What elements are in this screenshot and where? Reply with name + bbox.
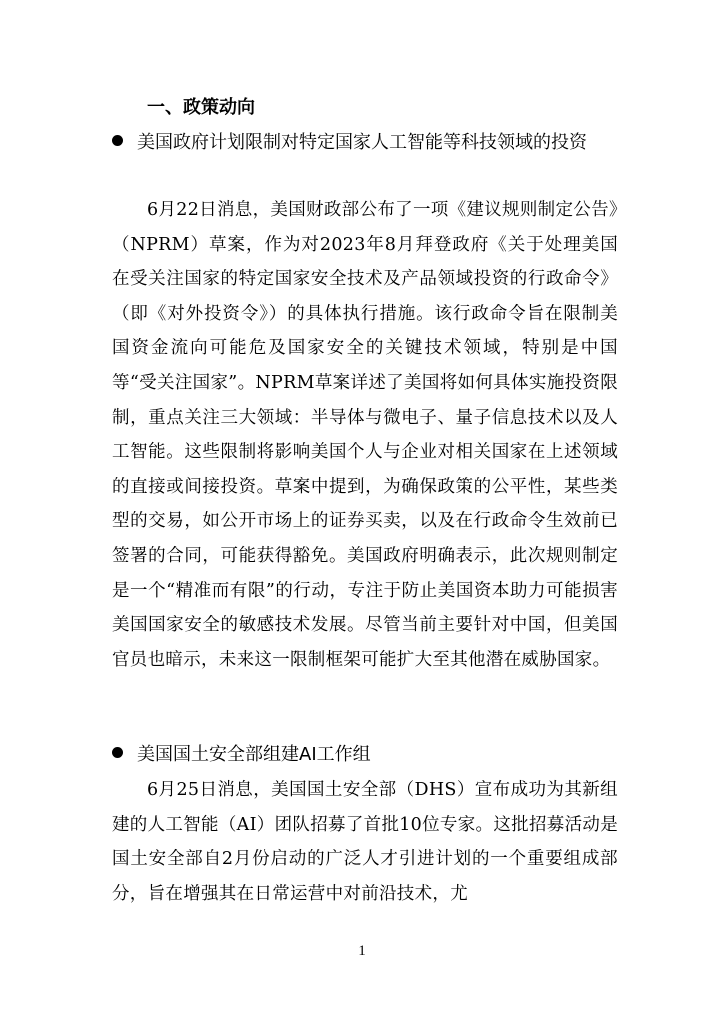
page-number: 1 <box>358 943 366 959</box>
bullet-icon <box>112 135 123 146</box>
bullet-heading-text: 美国国土安全部组建AI工作组 <box>137 744 371 765</box>
section-title: 一、政策动向 <box>147 97 255 118</box>
bullet-icon <box>112 747 123 758</box>
body-paragraph-1: 6月22日消息，美国财政部公布了一项《建议规则制定公告》（NPRM）草案，作为对2023年8月拜登政府《关于处理美国在受关注国家的特定国家安全技术及产品领域投资的行政命令》（即《对外投资令》）的具体执行措施。该行政命令旨在限制美国资金流向可能危及国家安全的关键技术领域，特别是中国等“受关注国家”。NPRM草案详述了美国将如何具体实施投资限制，重点关注三大领域：半导体与微电子、量子信息技术以及人工智能。这些限制将影响美国个人与企业对相关国家在上述领域的直接或间接投资。草案中提到，为确保政策的公平性，某些类型的交易，如公开市场上的证券买卖，以及在行政命令生效前已签署的合同，可能获得豁免。美国政府明确表示，此次规则制定是一个“精准而有限”的行动，专注于防止美国资本助力可能损害美国国家安全的敏感技术发展。尽管当前主要针对中国，但美国官员也暗示，未来这一限制框架可能扩大至其他潜在威胁国家。 <box>112 200 618 670</box>
body-paragraph-2: 6月25日消息，美国国土安全部（DHS）宣布成功为其新组建的人工智能（AI）团队招募了首批10位专家。这批招募活动是国土安全部自2月份启动的广泛人才引进计划的一个重要组成部分，旨在增强其在日常运营中对前沿技术，尤 <box>112 780 618 904</box>
bullet-heading-2 <box>112 738 618 772</box>
bullet-heading-1 <box>112 126 618 160</box>
bullet-heading-text: 美国政府计划限制对特定国家人工智能等科技领域的投资 <box>137 132 587 153</box>
